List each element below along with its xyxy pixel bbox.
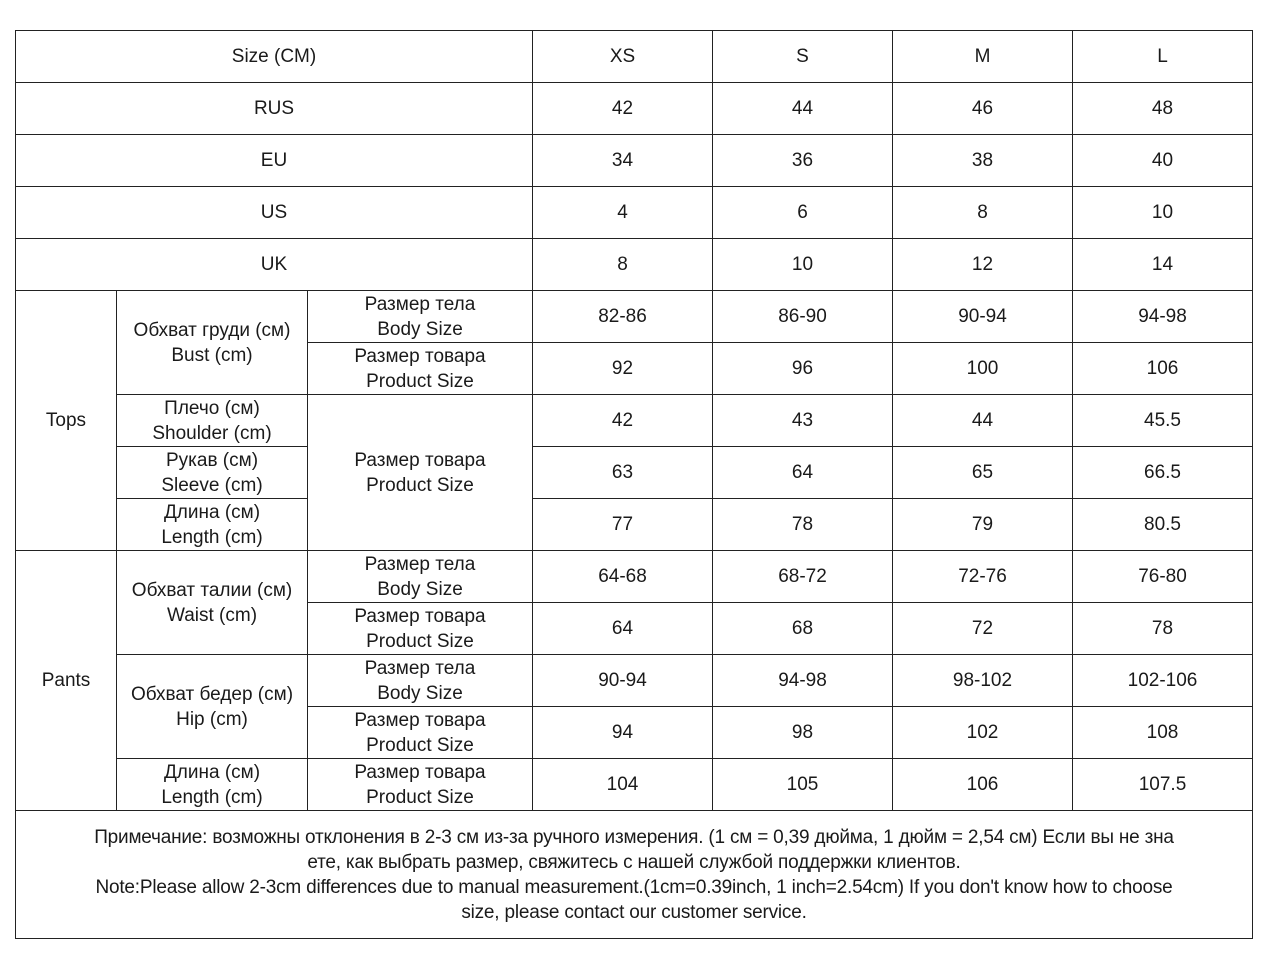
cell-value: 42	[533, 83, 713, 135]
cell-value: 80.5	[1073, 499, 1253, 551]
note-text	[16, 811, 1253, 939]
cell-value: 64	[713, 447, 893, 499]
hip-label	[117, 655, 308, 759]
cell-value: 94-98	[1073, 291, 1253, 343]
sleeve-label	[117, 447, 308, 499]
cell-value: 107.5	[1073, 759, 1253, 811]
body-size-label	[308, 551, 533, 603]
row-shoulder	[16, 395, 1253, 447]
product-size-en: Product Size	[366, 630, 474, 652]
size-l-header: L	[1073, 31, 1253, 83]
row-hip-body	[16, 655, 1253, 707]
row-tops-length	[16, 499, 1253, 551]
size-chart-table	[15, 30, 1253, 939]
body-size-ru: Размер тела	[364, 657, 476, 679]
tops-label: Tops	[16, 291, 117, 551]
note-line-en-1: Note:Please allow 2-3cm differences due to manual measurement.(1cm=0.39inch, 1 inch=2.54cm) If you don't know how to choose	[95, 876, 1173, 898]
sleeve-label-ru: Рукав (см)	[165, 449, 259, 471]
row-label: EU	[16, 135, 533, 187]
cell-value: 43	[713, 395, 893, 447]
cell-value: 79	[893, 499, 1073, 551]
cell-value: 76-80	[1073, 551, 1253, 603]
cell-value: 96	[713, 343, 893, 395]
cell-value: 108	[1073, 707, 1253, 759]
size-s-header: S	[713, 31, 893, 83]
body-size-ru: Размер тела	[364, 553, 476, 575]
product-size-label	[308, 343, 533, 395]
cell-value: 105	[713, 759, 893, 811]
cell-value: 12	[893, 239, 1073, 291]
bust-label	[117, 291, 308, 395]
product-size-en: Product Size	[366, 786, 474, 808]
cell-value: 63	[533, 447, 713, 499]
length-label-ru: Длина (см)	[163, 761, 261, 783]
cell-value: 106	[1073, 343, 1253, 395]
cell-value: 38	[893, 135, 1073, 187]
row-pants-length	[16, 759, 1253, 811]
cell-value: 14	[1073, 239, 1253, 291]
cell-value: 64	[533, 603, 713, 655]
product-size-label	[308, 707, 533, 759]
row-us	[16, 187, 1253, 239]
size-xs-header: XS	[533, 31, 713, 83]
cell-value: 36	[713, 135, 893, 187]
cell-value: 45.5	[1073, 395, 1253, 447]
waist-label	[117, 551, 308, 655]
product-size-ru: Размер товара	[354, 709, 486, 731]
cell-value: 102	[893, 707, 1073, 759]
product-size-en: Product Size	[366, 474, 474, 496]
cell-value: 34	[533, 135, 713, 187]
cell-value: 44	[713, 83, 893, 135]
cell-value: 78	[713, 499, 893, 551]
pants-label: Pants	[16, 551, 117, 811]
cell-value: 90-94	[893, 291, 1073, 343]
product-size-ru: Размер товара	[354, 761, 486, 783]
cell-value: 94	[533, 707, 713, 759]
row-label: US	[16, 187, 533, 239]
cell-value: 65	[893, 447, 1073, 499]
cell-value: 48	[1073, 83, 1253, 135]
header-row	[16, 31, 1253, 83]
cell-value: 68-72	[713, 551, 893, 603]
cell-value: 92	[533, 343, 713, 395]
cell-value: 72-76	[893, 551, 1073, 603]
pants-length-label	[117, 759, 308, 811]
cell-value: 10	[713, 239, 893, 291]
cell-value: 66.5	[1073, 447, 1253, 499]
cell-value: 102-106	[1073, 655, 1253, 707]
length-label-en: Length (cm)	[161, 786, 263, 808]
bust-label-en: Bust (cm)	[171, 344, 253, 366]
length-label-en: Length (cm)	[161, 526, 263, 548]
product-size-label	[308, 603, 533, 655]
cell-value: 100	[893, 343, 1073, 395]
cell-value: 104	[533, 759, 713, 811]
body-size-en: Body Size	[377, 318, 463, 340]
note-row	[16, 811, 1253, 939]
cell-value: 42	[533, 395, 713, 447]
product-size-ru: Размер товара	[354, 345, 486, 367]
cell-value: 64-68	[533, 551, 713, 603]
row-waist-body	[16, 551, 1253, 603]
cell-value: 68	[713, 603, 893, 655]
product-size-en: Product Size	[366, 370, 474, 392]
size-m-header: M	[893, 31, 1073, 83]
note-line-ru-2: ете, как выбрать размер, свяжитесь с нашей службой поддержки клиентов.	[307, 851, 961, 873]
hip-label-en: Hip (cm)	[176, 708, 248, 730]
cell-value: 4	[533, 187, 713, 239]
note-line-en-2: size, please contact our customer service.	[461, 901, 807, 923]
row-rus	[16, 83, 1253, 135]
row-eu	[16, 135, 1253, 187]
length-label-ru: Длина (см)	[163, 501, 261, 523]
cell-value: 72	[893, 603, 1073, 655]
row-label: RUS	[16, 83, 533, 135]
product-size-ru: Размер товара	[354, 449, 486, 471]
cell-value: 77	[533, 499, 713, 551]
cell-value: 40	[1073, 135, 1253, 187]
waist-label-en: Waist (cm)	[166, 604, 258, 626]
body-size-ru: Размер тела	[364, 293, 476, 315]
row-sleeve	[16, 447, 1253, 499]
cell-value: 106	[893, 759, 1073, 811]
row-uk	[16, 239, 1253, 291]
shoulder-label-ru: Плечо (см)	[164, 397, 260, 419]
body-size-en: Body Size	[377, 682, 463, 704]
row-bust-body	[16, 291, 1253, 343]
cell-value: 8	[893, 187, 1073, 239]
note-line-ru-1: Примечание: возможны отклонения в 2-3 см из-за ручного измерения. (1 см = 0,39 дюйма, 1 дюйм = 2,54 см) Если вы не зна	[94, 826, 1174, 848]
cell-value: 98	[713, 707, 893, 759]
body-size-label	[308, 291, 533, 343]
product-size-ru: Размер товара	[354, 605, 486, 627]
hip-label-ru: Обхват бедер (см)	[130, 683, 294, 705]
header-label: Size (CM)	[16, 31, 533, 83]
cell-value: 46	[893, 83, 1073, 135]
sleeve-label-en: Sleeve (cm)	[161, 474, 263, 496]
product-size-label	[308, 395, 533, 551]
tops-length-label	[117, 499, 308, 551]
body-size-label	[308, 655, 533, 707]
product-size-en: Product Size	[366, 734, 474, 756]
cell-value: 86-90	[713, 291, 893, 343]
waist-label-ru: Обхват талии (см)	[131, 579, 293, 601]
row-label: UK	[16, 239, 533, 291]
body-size-en: Body Size	[377, 578, 463, 600]
product-size-label	[308, 759, 533, 811]
cell-value: 44	[893, 395, 1073, 447]
cell-value: 94-98	[713, 655, 893, 707]
bust-label-ru: Обхват груди (см)	[133, 319, 291, 341]
cell-value: 6	[713, 187, 893, 239]
shoulder-label-en: Shoulder (cm)	[152, 422, 272, 444]
cell-value: 8	[533, 239, 713, 291]
cell-value: 78	[1073, 603, 1253, 655]
cell-value: 10	[1073, 187, 1253, 239]
shoulder-label	[117, 395, 308, 447]
cell-value: 98-102	[893, 655, 1073, 707]
cell-value: 82-86	[533, 291, 713, 343]
cell-value: 90-94	[533, 655, 713, 707]
